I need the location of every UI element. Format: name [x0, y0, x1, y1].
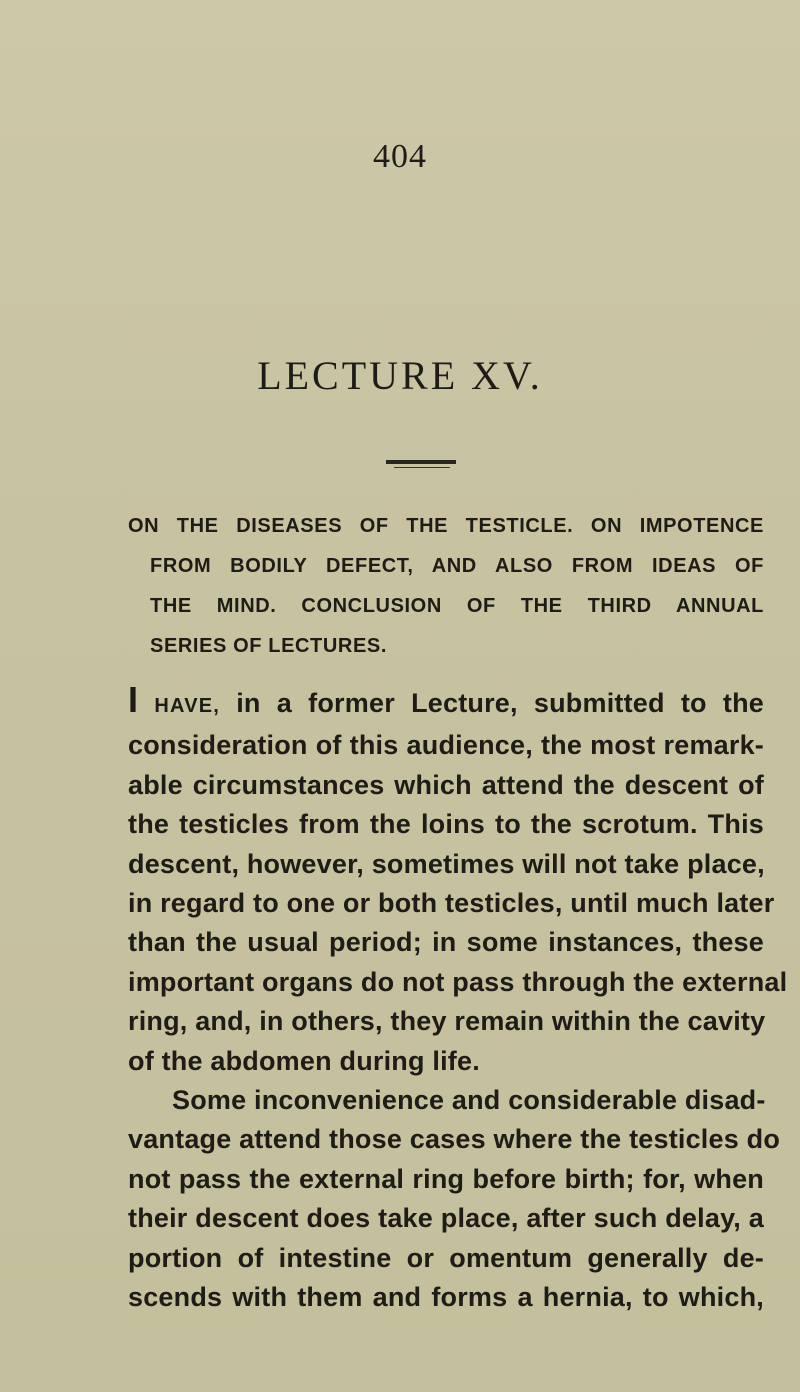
- lecture-summary: [128, 506, 764, 666]
- body-line: able circumstances which attend the descent of: [128, 769, 764, 800]
- first-line-text: in a former Lecture, submitted to the: [236, 688, 765, 718]
- body-line: Some inconvenience and considerable disad-: [172, 1085, 766, 1116]
- body-line: their descent does take place, after such delay, a: [128, 1203, 764, 1234]
- title-divider: [386, 460, 456, 464]
- page-number: 404: [373, 138, 427, 175]
- title-divider-thin: [394, 467, 450, 468]
- body-line: descent, however, sometimes will not take place,: [128, 848, 765, 879]
- body-line: scends with them and forms a hernia, to which,: [128, 1282, 764, 1313]
- summary-line: THE MIND. CONCLUSION OF THE THIRD ANNUAL: [150, 595, 764, 617]
- body-line: in regard to one or both testicles, until much later: [128, 888, 775, 919]
- body-line: the testicles from the loins to the scrotum. This: [128, 809, 764, 840]
- body-line: consideration of this audience, the most remark-: [128, 730, 764, 761]
- body-text: [128, 679, 788, 1318]
- summary-line: SERIES OF LECTURES.: [150, 635, 387, 657]
- summary-line: ON THE DISEASES OF THE TESTICLE. ON IMPOTENCE: [128, 515, 764, 537]
- body-line: important organs do not pass through the external: [128, 966, 788, 997]
- lecture-title: LECTURE XV.: [257, 353, 543, 398]
- drop-cap: I: [128, 679, 139, 720]
- body-line: than the usual period; in some instances, these: [128, 927, 764, 958]
- body-first-line: [128, 680, 764, 726]
- body-line: ring, and, in others, they remain within the cavity: [128, 1006, 766, 1037]
- body-line: of the abdomen during life.: [128, 1045, 480, 1076]
- body-line: vantage attend those cases where the testicles do: [128, 1124, 781, 1155]
- small-caps-word: HAVE,: [154, 695, 221, 717]
- summary-line: FROM BODILY DEFECT, AND ALSO FROM IDEAS OF: [150, 555, 764, 577]
- body-line: not pass the external ring before birth; for, when: [128, 1163, 764, 1194]
- body-line: portion of intestine or omentum generally de-: [128, 1242, 764, 1273]
